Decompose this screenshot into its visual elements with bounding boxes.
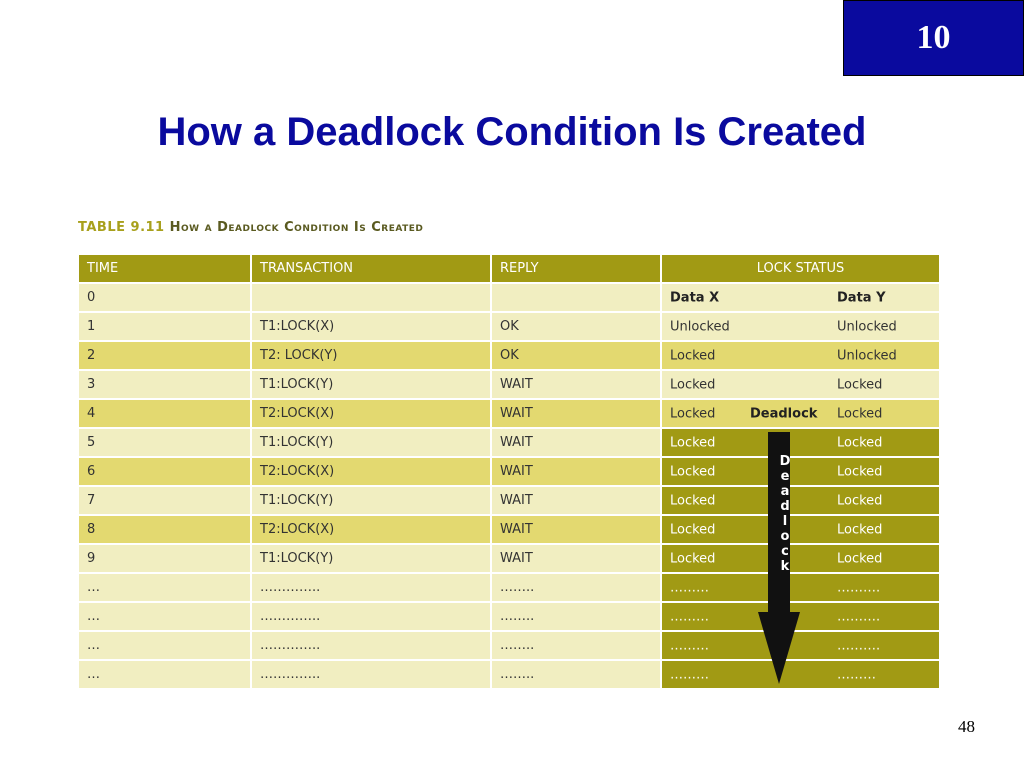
reply-cell: …….. [491, 660, 661, 689]
time-cell: 3 [78, 370, 251, 399]
data-y-status: Data Y [837, 290, 886, 305]
deadlock-arrow-head [758, 612, 800, 684]
lock-status-cell [661, 399, 940, 428]
data-x-status: ……… [670, 638, 709, 653]
column-header-transaction: TRANSACTION [251, 254, 491, 283]
data-x-status: Locked [670, 551, 716, 566]
data-y-status: Locked [837, 464, 883, 479]
transaction-cell: T1:LOCK(X) [251, 312, 491, 341]
data-y-status: Locked [837, 551, 883, 566]
table-caption-number: TABLE 9.11 [78, 220, 165, 235]
table-header-row [78, 254, 940, 283]
reply-cell: …….. [491, 573, 661, 602]
deadlock-arrow-letter: d [780, 499, 790, 514]
time-cell: 1 [78, 312, 251, 341]
data-y-status: Locked [837, 493, 883, 508]
reply-cell: …….. [491, 631, 661, 660]
deadlock-arrow-label [777, 454, 793, 574]
time-cell: 4 [78, 399, 251, 428]
data-x-status: Locked [670, 348, 716, 363]
transaction-cell: ………….. [251, 573, 491, 602]
data-y-status: ………. [837, 580, 881, 595]
time-cell: … [78, 573, 251, 602]
data-y-status: ………. [837, 609, 881, 624]
data-x-status: ……… [670, 609, 709, 624]
deadlock-arrow-letter: D [779, 454, 791, 469]
transaction-cell: T1:LOCK(Y) [251, 428, 491, 457]
data-x-status: Locked [670, 435, 716, 450]
column-header-time: TIME [78, 254, 251, 283]
table-caption-title: How a Deadlock Condition Is Created [169, 220, 424, 235]
slide-title: How a Deadlock Condition Is Created [157, 110, 867, 154]
transaction-cell: T2: LOCK(Y) [251, 341, 491, 370]
page-number: 48 [958, 717, 975, 736]
time-cell: 2 [78, 341, 251, 370]
transaction-cell: ………….. [251, 602, 491, 631]
deadlock-arrow-letter: c [781, 544, 789, 559]
reply-cell: OK [491, 341, 661, 370]
data-x-status: Locked [670, 522, 716, 537]
lock-status-cell [661, 312, 940, 341]
data-y-status: Locked [837, 406, 883, 421]
time-cell: 7 [78, 486, 251, 515]
deadlock-arrow-letter: o [780, 529, 790, 544]
data-x-status: Data X [670, 290, 720, 305]
reply-cell: OK [491, 312, 661, 341]
table-row [78, 341, 940, 370]
reply-cell: WAIT [491, 428, 661, 457]
deadlock-arrow-letter: l [782, 514, 788, 529]
data-y-status: Locked [837, 522, 883, 537]
data-x-status: Locked [670, 406, 716, 421]
table-row [78, 399, 940, 428]
transaction-cell: T2:LOCK(X) [251, 515, 491, 544]
time-cell: 0 [78, 283, 251, 312]
table-row [78, 283, 940, 312]
data-y-status: ……… [837, 667, 876, 682]
transaction-cell: T1:LOCK(Y) [251, 486, 491, 515]
reply-cell: WAIT [491, 457, 661, 486]
time-cell: … [78, 660, 251, 689]
transaction-cell: ………….. [251, 631, 491, 660]
transaction-cell: T1:LOCK(Y) [251, 370, 491, 399]
data-x-status: ……… [670, 580, 709, 595]
reply-cell: …….. [491, 602, 661, 631]
data-y-status: Unlocked [837, 348, 897, 363]
lock-status-cell [661, 283, 940, 312]
deadlock-arrow-letter: a [780, 484, 790, 499]
reply-cell [491, 283, 661, 312]
reply-cell: WAIT [491, 399, 661, 428]
reply-cell: WAIT [491, 486, 661, 515]
reply-cell: WAIT [491, 370, 661, 399]
data-y-status: Locked [837, 377, 883, 392]
transaction-cell: T2:LOCK(X) [251, 457, 491, 486]
transaction-cell: ………….. [251, 660, 491, 689]
transaction-cell [251, 283, 491, 312]
data-y-status: Locked [837, 435, 883, 450]
reply-cell: WAIT [491, 515, 661, 544]
chapter-number: 10 [916, 19, 951, 56]
table-row [78, 370, 940, 399]
deadlock-note: Deadlock [750, 406, 818, 421]
time-cell: 8 [78, 515, 251, 544]
data-x-status: Locked [670, 464, 716, 479]
deadlock-arrow-letter: k [780, 559, 790, 574]
data-y-status: Unlocked [837, 319, 897, 334]
transaction-cell: T1:LOCK(Y) [251, 544, 491, 573]
data-x-status: ……… [670, 667, 709, 682]
chapter-number-box [843, 0, 1024, 76]
transaction-cell: T2:LOCK(X) [251, 399, 491, 428]
column-header-lock-status: LOCK STATUS [661, 254, 940, 283]
time-cell: … [78, 602, 251, 631]
deadlock-arrow-letter: e [780, 469, 790, 484]
time-cell: 6 [78, 457, 251, 486]
table-caption [78, 220, 423, 235]
lock-status-cell [661, 370, 940, 399]
data-x-status: Locked [670, 493, 716, 508]
time-cell: … [78, 631, 251, 660]
time-cell: 9 [78, 544, 251, 573]
table-row [78, 312, 940, 341]
data-x-status: Unlocked [670, 319, 730, 334]
reply-cell: WAIT [491, 544, 661, 573]
column-header-reply: REPLY [491, 254, 661, 283]
data-x-status: Locked [670, 377, 716, 392]
time-cell: 5 [78, 428, 251, 457]
lock-status-cell [661, 341, 940, 370]
data-y-status: ………. [837, 638, 881, 653]
